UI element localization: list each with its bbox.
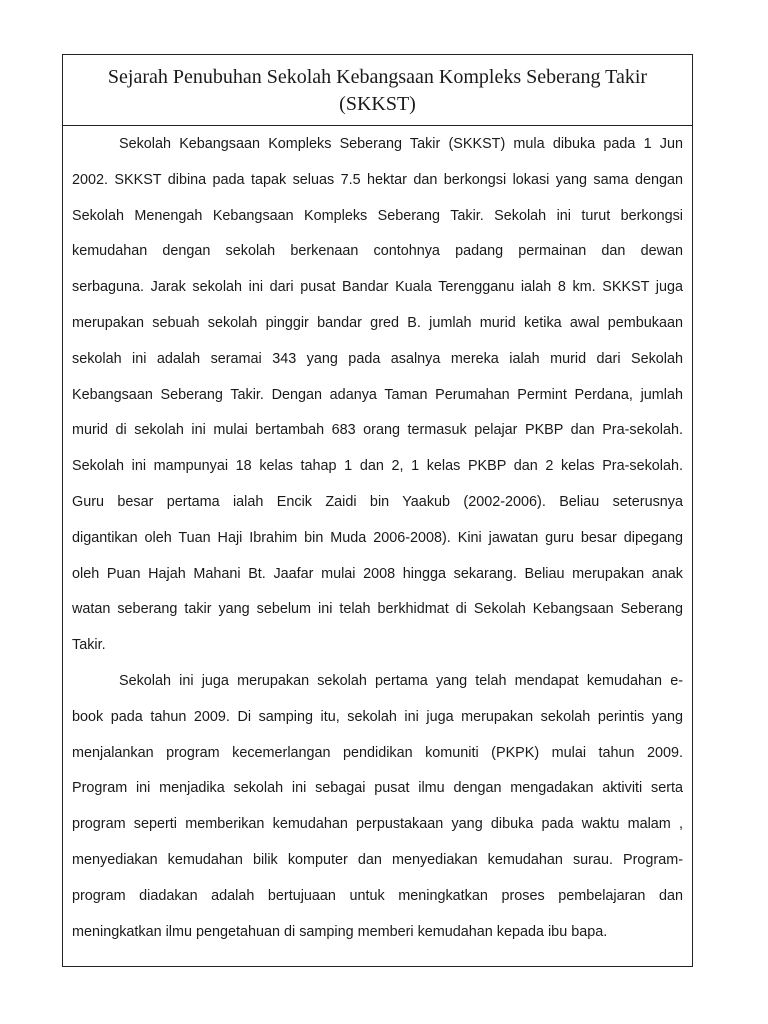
- text-line: book pada tahun 2009. Di samping itu, sekolah ini juga merupakan sekolah perintis yang: [72, 708, 683, 725]
- text-line: Sekolah Menengah Kebangsaan Kompleks Seberang Takir. Sekolah ini turut berkongsi: [72, 207, 683, 224]
- text-line: program diadakan adalah bertujuaan untuk meningkatkan proses pembelajaran dan: [72, 887, 683, 904]
- title-cell: [63, 55, 692, 126]
- text-line: sekolah ini adalah seramai 343 yang pada asalnya mereka ialah murid dari Sekolah: [72, 350, 683, 367]
- text-line: Kebangsaan Seberang Takir. Dengan adanya Taman Perumahan Permint Perdana, jumlah: [72, 386, 683, 403]
- text-line: menyediakan kemudahan bilik komputer dan menyediakan kemudahan surau. Program-: [72, 851, 683, 868]
- text-line: merupakan sebuah sekolah pinggir bandar gred B. jumlah murid ketika awal pembukaan: [72, 314, 683, 331]
- document-title-abbreviation: (SKKST): [339, 93, 416, 115]
- text-line: Sekolah Kebangsaan Kompleks Seberang Takir (SKKST) mula dibuka pada 1 Jun: [119, 136, 683, 152]
- text-line: Guru besar pertama ialah Encik Zaidi bin Yaakub (2002-2006). Beliau seterusnya: [72, 493, 683, 510]
- text-line: Sekolah ini mampunyai 18 kelas tahap 1 dan 2, 1 kelas PKBP dan 2 kelas Pra-sekolah.: [72, 458, 683, 475]
- text-line: meningkatkan ilmu pengetahuan di samping memberi kemudahan kepada ibu bapa.: [72, 923, 608, 940]
- text-line: oleh Puan Hajah Mahani Bt. Jaafar mulai 2008 hingga sekarang. Beliau merupakan anak: [72, 565, 683, 582]
- body-cell: [63, 127, 692, 950]
- paragraph-1: [72, 127, 683, 664]
- text-line: watan seberang takir yang sebelum ini telah berkhidmat di Sekolah Kebangsaan Seberang: [72, 601, 683, 618]
- text-line: serbaguna. Jarak sekolah ini dari pusat Bandar Kuala Terengganu ialah 8 km. SKKST juga: [72, 279, 683, 296]
- document-frame: [62, 54, 693, 967]
- paragraph-2: [72, 664, 683, 950]
- text-line: 2002. SKKST dibina pada tapak seluas 7.5 hektar dan berkongsi lokasi yang sama dengan: [72, 171, 683, 188]
- text-line: Sekolah ini juga merupakan sekolah pertama yang telah mendapat kemudahan e-: [119, 672, 683, 689]
- text-line: Program ini menjadika sekolah ini sebagai pusat ilmu dengan mengadakan aktiviti serta: [72, 780, 683, 797]
- document-title: Sejarah Penubuhan Sekolah Kebangsaan Kompleks Seberang Takir: [107, 66, 648, 88]
- text-line: program seperti memberikan kemudahan perpustakaan yang dibuka pada waktu malam ,: [72, 816, 683, 833]
- text-line: murid di sekolah ini mulai bertambah 683 orang termasuk pelajar PKBP dan Pra-sekolah.: [72, 422, 683, 439]
- text-line: digantikan oleh Tuan Haji Ibrahim bin Muda 2006-2008). Kini jawatan guru besar dipegang: [72, 529, 683, 546]
- text-line: menjalankan program kecemerlangan pendidikan komuniti (PKPK) mulai tahun 2009.: [72, 744, 683, 761]
- text-line: Takir.: [72, 637, 106, 654]
- text-line: kemudahan dengan sekolah berkenaan contohnya padang permainan dan dewan: [72, 243, 683, 260]
